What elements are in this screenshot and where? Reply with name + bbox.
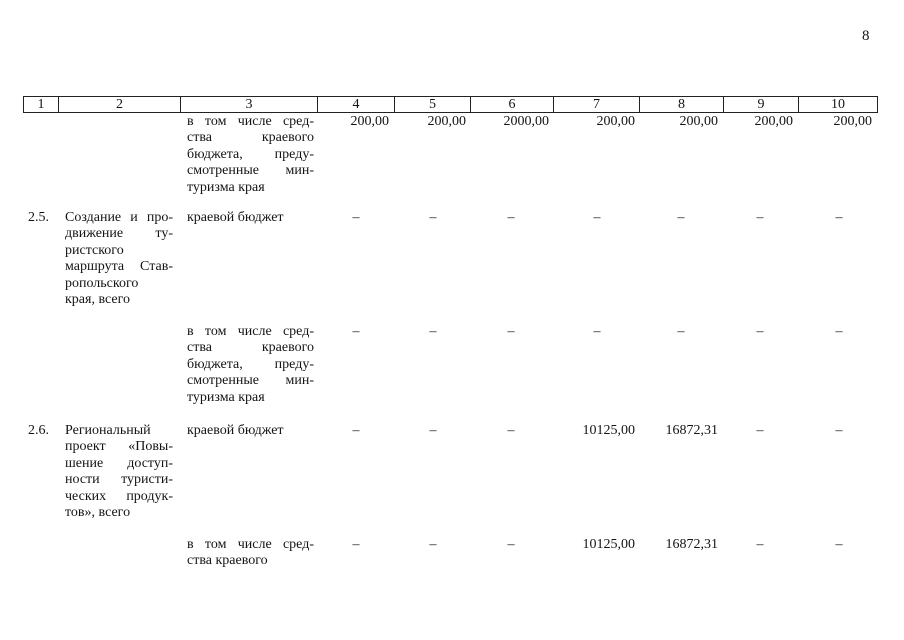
value-dash: – bbox=[429, 423, 437, 438]
value-dash: – bbox=[429, 537, 437, 552]
text-line: ропольского bbox=[65, 275, 139, 291]
value-dash: – bbox=[352, 324, 360, 339]
value-dash: – bbox=[352, 537, 360, 552]
text-line: проект «Повы- bbox=[65, 439, 173, 455]
page-number: 8 bbox=[862, 28, 870, 44]
value-dash: – bbox=[352, 423, 360, 438]
value-cell: 200,00 bbox=[427, 114, 466, 129]
value-cell: 200,00 bbox=[350, 114, 389, 129]
header-cell-2: 2 bbox=[59, 97, 181, 112]
text-line: ческих продук- bbox=[65, 488, 173, 504]
value-dash: – bbox=[677, 210, 685, 225]
value-dash: – bbox=[429, 324, 437, 339]
funding-source bbox=[187, 537, 314, 570]
header-cell-6: 6 bbox=[471, 97, 554, 112]
text-line: маршрута Став- bbox=[65, 259, 173, 275]
header-cell-5: 5 bbox=[395, 97, 471, 112]
text-line: ства краевого bbox=[187, 553, 268, 569]
value-dash: – bbox=[835, 324, 843, 339]
text-line: ристского bbox=[65, 242, 124, 258]
funding-source bbox=[187, 114, 314, 196]
value-cell: 200,00 bbox=[596, 114, 635, 129]
text-line: в том числе сред- bbox=[187, 324, 314, 339]
funding-source bbox=[187, 210, 314, 226]
value-cell: 200,00 bbox=[679, 114, 718, 129]
value-cell: 2000,00 bbox=[503, 114, 549, 129]
value-dash: – bbox=[507, 210, 515, 225]
text-line: края, всего bbox=[65, 292, 130, 308]
text-line: тов», всего bbox=[65, 505, 131, 521]
text-line: смотренные мин- bbox=[187, 373, 314, 389]
value-dash: – bbox=[677, 324, 685, 339]
text-line: движение ту- bbox=[65, 226, 173, 242]
text-line: Региональный bbox=[65, 423, 151, 438]
header-cell-9: 9 bbox=[724, 97, 799, 112]
header-cell-3: 3 bbox=[181, 97, 318, 112]
header-cell-10: 10 bbox=[831, 97, 845, 112]
header-cell-7: 7 bbox=[554, 97, 640, 112]
value-cell: 200,00 bbox=[833, 114, 872, 129]
value-dash: – bbox=[507, 537, 515, 552]
value-dash: – bbox=[835, 210, 843, 225]
text-line: бюджета, преду- bbox=[187, 356, 314, 372]
value-dash: – bbox=[593, 324, 601, 339]
value-dash: – bbox=[593, 210, 601, 225]
row-number: 2.5. bbox=[28, 210, 49, 225]
value-dash: – bbox=[352, 210, 360, 225]
text-line: ства краевого bbox=[187, 130, 314, 146]
text-line: туризма края bbox=[187, 389, 265, 405]
item-name bbox=[65, 210, 173, 308]
header-cell-4: 4 bbox=[318, 97, 395, 112]
value-dash: – bbox=[756, 537, 764, 552]
value-dash: – bbox=[756, 324, 764, 339]
value-cell: 16872,31 bbox=[665, 423, 718, 438]
value-dash: – bbox=[835, 423, 843, 438]
text-line: краевой бюджет bbox=[187, 423, 284, 438]
text-line: в том числе сред- bbox=[187, 537, 314, 552]
value-dash: – bbox=[429, 210, 437, 225]
table-header-row bbox=[23, 96, 878, 113]
header-cell-8: 8 bbox=[640, 97, 724, 112]
item-name bbox=[65, 423, 173, 521]
header-cell-1: 1 bbox=[24, 97, 59, 112]
value-cell: 16872,31 bbox=[665, 537, 718, 552]
text-line: в том числе сред- bbox=[187, 114, 314, 129]
row-number: 2.6. bbox=[28, 423, 49, 438]
text-line: ства краевого bbox=[187, 340, 314, 356]
value-dash: – bbox=[507, 324, 515, 339]
value-cell: 200,00 bbox=[754, 114, 793, 129]
value-cell: 10125,00 bbox=[582, 537, 635, 552]
text-line: бюджета, преду- bbox=[187, 146, 314, 162]
text-line: шение доступ- bbox=[65, 455, 173, 471]
value-dash: – bbox=[835, 537, 843, 552]
funding-source bbox=[187, 423, 314, 439]
text-line: краевой бюджет bbox=[187, 210, 284, 225]
text-line: Создание и про- bbox=[65, 210, 173, 225]
value-dash: – bbox=[507, 423, 515, 438]
funding-source bbox=[187, 324, 314, 406]
text-line: ности туристи- bbox=[65, 472, 173, 488]
text-line: смотренные мин- bbox=[187, 163, 314, 179]
value-dash: – bbox=[756, 423, 764, 438]
value-dash: – bbox=[756, 210, 764, 225]
text-line: туризма края bbox=[187, 179, 265, 195]
value-cell: 10125,00 bbox=[582, 423, 635, 438]
